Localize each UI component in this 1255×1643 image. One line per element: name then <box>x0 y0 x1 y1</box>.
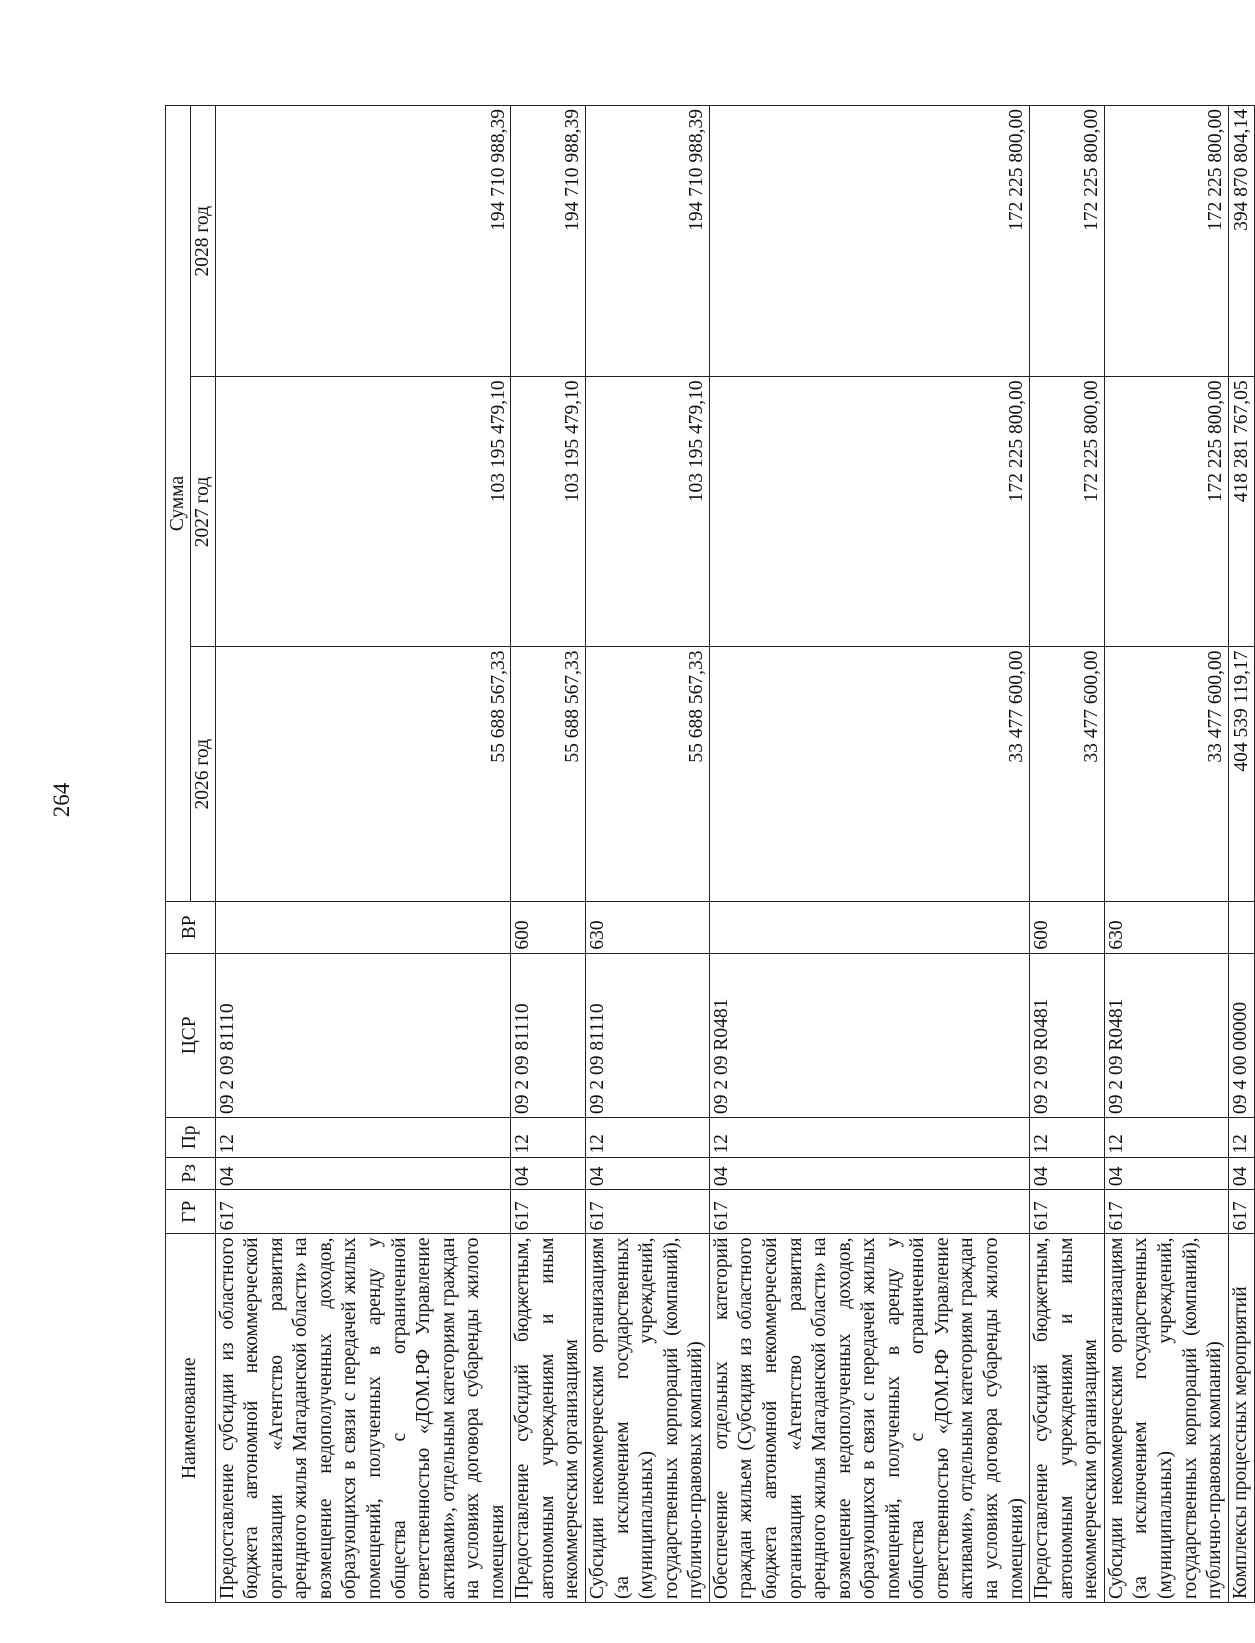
cell-name: Субсидии некоммерческим организациям (за исключением государственных (муниципальных) учреждений, государственных корпораций (компаний), публично-правовых компаний) <box>586 1234 710 1603</box>
cell-2026: 55 688 567,33 <box>215 647 511 901</box>
cell-pr: 12 <box>1030 1118 1105 1158</box>
cell-2026: 55 688 567,33 <box>511 647 586 901</box>
cell-2028: 194 710 988,39 <box>511 106 586 377</box>
table-row <box>215 106 511 1603</box>
cell-vr <box>215 901 511 953</box>
header-rz: Рз <box>166 1157 216 1189</box>
cell-gr: 617 <box>1228 1190 1254 1234</box>
cell-csr: 09 2 09 81110 <box>511 953 586 1117</box>
header-2026: 2026 год <box>190 647 215 901</box>
cell-2027: 172 225 800,00 <box>1104 377 1228 647</box>
cell-name: Обеспечение отдельных категорий граждан жильем (Субсидия из областного бюджета автономной некоммерческой организации «Агентство развития арендного жилья Магаданской области» на возмещение недополученных доходов, образующихся в связи с передачей жилых помещений, полученных в аренду у общества с ограниченной ответственностью «ДОМ.РФ Управление активами», отдельным категориям граждан на условиях договора субаренды жилого помещения) <box>709 1234 1029 1603</box>
budget-table <box>165 105 1255 1603</box>
table-row <box>709 106 1029 1603</box>
cell-rz: 04 <box>1228 1157 1254 1189</box>
cell-vr: 600 <box>511 901 586 953</box>
cell-2028: 172 225 800,00 <box>1104 106 1228 377</box>
cell-csr: 09 2 09 R0481 <box>1104 953 1228 1117</box>
cell-name: Предоставление субсидии из областного бюджета автономной некоммерческой организации «Агентство развития арендного жилья Магаданской области» на возмещение недополученных доходов, образующихся в связи с передачей жилых помещений, полученных в аренду у общества с ограниченной ответственностью «ДОМ.РФ Управление активами», отдельным категориям граждан на условиях договора субаренды жилого помещения <box>215 1234 511 1603</box>
header-name: Наименование <box>166 1234 216 1603</box>
cell-vr <box>709 901 1029 953</box>
cell-pr: 12 <box>1228 1118 1254 1158</box>
header-vr: ВР <box>166 901 216 953</box>
cell-2028: 194 710 988,39 <box>586 106 710 377</box>
header-pr: Пр <box>166 1118 216 1158</box>
header-2028: 2028 год <box>190 106 215 377</box>
cell-pr: 12 <box>709 1118 1029 1158</box>
cell-vr: 600 <box>1030 901 1105 953</box>
table-row <box>1104 106 1228 1603</box>
cell-rz: 04 <box>1030 1157 1105 1189</box>
table-row <box>511 106 586 1603</box>
cell-rz: 04 <box>709 1157 1029 1189</box>
cell-name: Субсидии некоммерческим организациям (за исключением государственных (муниципальных) учреждений, государственных корпораций (компаний), публично-правовых компаний) <box>1104 1234 1228 1603</box>
cell-rz: 04 <box>1104 1157 1228 1189</box>
rotated-table-wrapper <box>165 105 1252 1603</box>
cell-pr: 12 <box>586 1118 710 1158</box>
cell-2026: 55 688 567,33 <box>586 647 710 901</box>
cell-gr: 617 <box>511 1190 586 1234</box>
cell-2026: 33 477 600,00 <box>1104 647 1228 901</box>
cell-2028: 172 225 800,00 <box>1030 106 1105 377</box>
cell-2027: 172 225 800,00 <box>709 377 1029 647</box>
header-gr: ГР <box>166 1190 216 1234</box>
cell-gr: 617 <box>215 1190 511 1234</box>
cell-2027: 103 195 479,10 <box>215 377 511 647</box>
cell-name: Предоставление субсидий бюджетным, автономным учреждениям и иным некоммерческим организациям <box>511 1234 586 1603</box>
cell-2027: 172 225 800,00 <box>1030 377 1105 647</box>
cell-csr: 09 2 09 81110 <box>215 953 511 1117</box>
cell-gr: 617 <box>1104 1190 1228 1234</box>
cell-rz: 04 <box>511 1157 586 1189</box>
cell-csr: 09 4 00 00000 <box>1228 953 1254 1117</box>
cell-2027: 103 195 479,10 <box>586 377 710 647</box>
table-row <box>1228 106 1254 1603</box>
cell-pr: 12 <box>511 1118 586 1158</box>
cell-2028: 194 710 988,39 <box>215 106 511 377</box>
page-number: 264 <box>49 782 74 818</box>
cell-rz: 04 <box>215 1157 511 1189</box>
header-sum: Сумма <box>166 106 191 902</box>
cell-rz: 04 <box>586 1157 710 1189</box>
cell-2027: 103 195 479,10 <box>511 377 586 647</box>
cell-2026: 404 539 119,17 <box>1228 647 1254 901</box>
cell-name: Предоставление субсидий бюджетным, автономным учреждениям и иным некоммерческим организациям <box>1030 1234 1105 1603</box>
cell-pr: 12 <box>1104 1118 1228 1158</box>
cell-vr: 630 <box>586 901 710 953</box>
cell-gr: 617 <box>709 1190 1029 1234</box>
cell-csr: 09 2 09 R0481 <box>709 953 1029 1117</box>
cell-gr: 617 <box>1030 1190 1105 1234</box>
cell-gr: 617 <box>586 1190 710 1234</box>
cell-vr: 630 <box>1104 901 1228 953</box>
header-csr: ЦСР <box>166 953 216 1117</box>
table-row <box>1030 106 1105 1603</box>
header-row <box>166 106 191 1603</box>
cell-2028: 394 870 804,14 <box>1228 106 1254 377</box>
cell-2026: 33 477 600,00 <box>1030 647 1105 901</box>
cell-vr <box>1228 901 1254 953</box>
cell-csr: 09 2 09 81110 <box>586 953 710 1117</box>
cell-2028: 172 225 800,00 <box>709 106 1029 377</box>
cell-2027: 418 281 767,05 <box>1228 377 1254 647</box>
cell-pr: 12 <box>215 1118 511 1158</box>
header-2027: 2027 год <box>190 377 215 647</box>
cell-csr: 09 2 09 R0481 <box>1030 953 1105 1117</box>
cell-2026: 33 477 600,00 <box>709 647 1029 901</box>
table-row <box>586 106 710 1603</box>
cell-name: Комплексы процессных мероприятий <box>1228 1234 1254 1603</box>
